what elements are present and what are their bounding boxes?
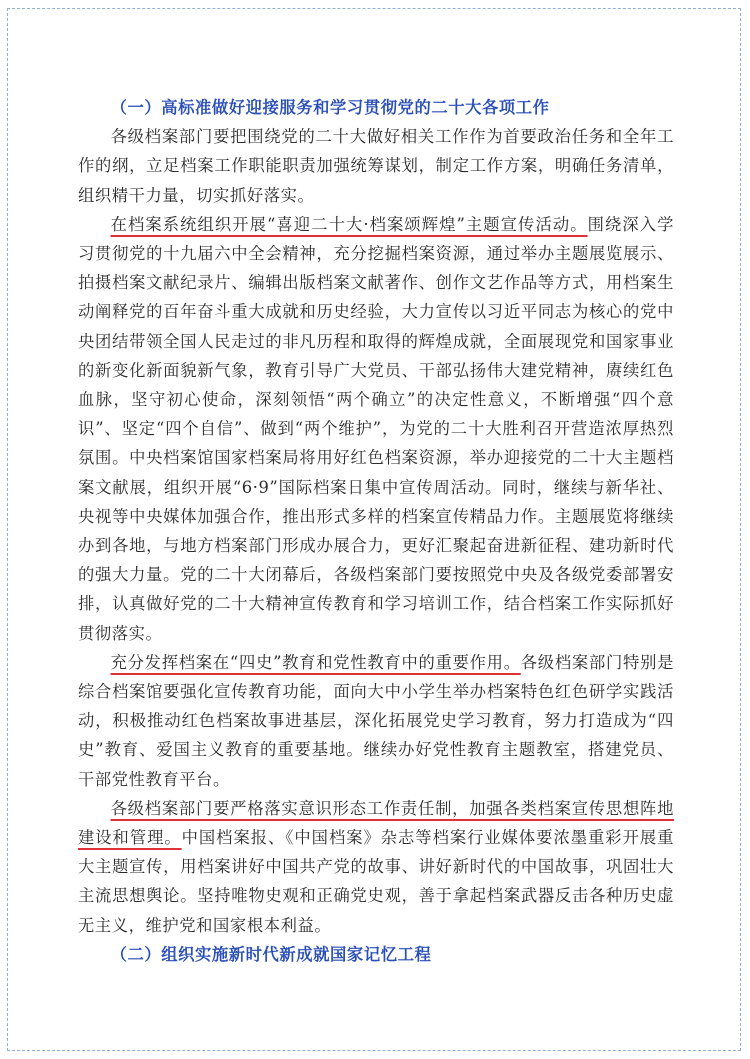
paragraph-text: 围绕深入学习贯彻党的十九届六中全会精神，充分挖掘档案资源，通过举办主题展览展示、拍摄档案文献纪录片、编辑出版档案文献著作、创作文艺作品等方式，用档案生动阐释党的百年奋斗重大成就和历史经验，大力宣传以习近平同志为核心的党中央团结带领全国人民走过的非凡历程和取得的辉煌成就，全面展现党和国家事业的新变化新面貌新气象，教育引导广大党员、干部弘扬伟大建党精神，赓续红色血脉，坚守初心使命，深刻领悟“两个确立”的决定性意义，不断增强“四个意识”、坚定“四个自信”、做到“两个维护”，为党的二十大胜利召开营造浓厚热烈氛围。中央档案馆国家档案局将用好红色档案资源，举办迎接党的二十大主题档案文献展，组织开展“6·9”国际档案日集中宣传周活动。同时，继续与新华社、央视等中央媒体加强合作，推出形式多样的档案宣传精品力作。主题展览将继续办到各地，与地方档案部门形成办展合力，更好汇聚起奋进新征程、建功新时代的强大力量。党的二十大闭幕后，各级档案部门要按照党中央及各级党委部署安排，认真做好党的二十大精神宣传教育和学习培训工作，结合档案工作实际抓好贯彻落实。 (78, 214, 674, 643)
paragraph-3 (78, 648, 674, 794)
highlighted-sentence: 充分发挥档案在“四史”教育和党性教育中的重要作用。 (110, 652, 521, 672)
paragraph-4 (78, 794, 674, 940)
section-heading-2: （二）组织实施新时代新成就国家记忆工程 (110, 944, 432, 964)
paragraph-text: 各级档案部门特别是综合档案馆要强化宣传教育功能，面向大中小学生举办档案特色红色研学实践活动，积极推动红色档案故事进基层，深化拓展党史学习教育，努力打造成为“四史”教育、爱国主义教育的重要基地。继续办好党性教育主题教室，搭建党员、干部党性教育平台。 (78, 652, 674, 789)
paragraph-text: 中国档案报、《中国档案》杂志等档案行业媒体要浓墨重彩开展重大主题宣传，用档案讲好中国共产党的故事、讲好新时代的中国故事，巩固壮大主流思想舆论。坚持唯物史观和正确党史观，善于拿起档案武器反击各种历史虚无主义，维护党和国家根本利益。 (78, 828, 674, 935)
section-heading-1: （一）高标准做好迎接服务和学习贯彻党的二十大各项工作 (110, 98, 550, 117)
paragraph-1 (78, 122, 674, 210)
highlighted-sentence: 各级档案部门要严格落实意识形态工作责任制，加强各类档案宣传思想阵地建设和管理。 (78, 798, 674, 848)
document-body (78, 93, 674, 969)
highlighted-sentence: 在档案系统组织开展“喜迎二十大·档案颂辉煌”主题宣传活动。 (110, 214, 588, 234)
paragraph-text: 各级档案部门要把围绕党的二十大做好相关工作作为首要政治任务和全年工作的纲，立足档案工作职能职责加强统筹谋划，制定工作方案，明确任务清单，组织精干力量，切实抓好落实。 (78, 127, 674, 205)
paragraph-2 (78, 210, 674, 648)
